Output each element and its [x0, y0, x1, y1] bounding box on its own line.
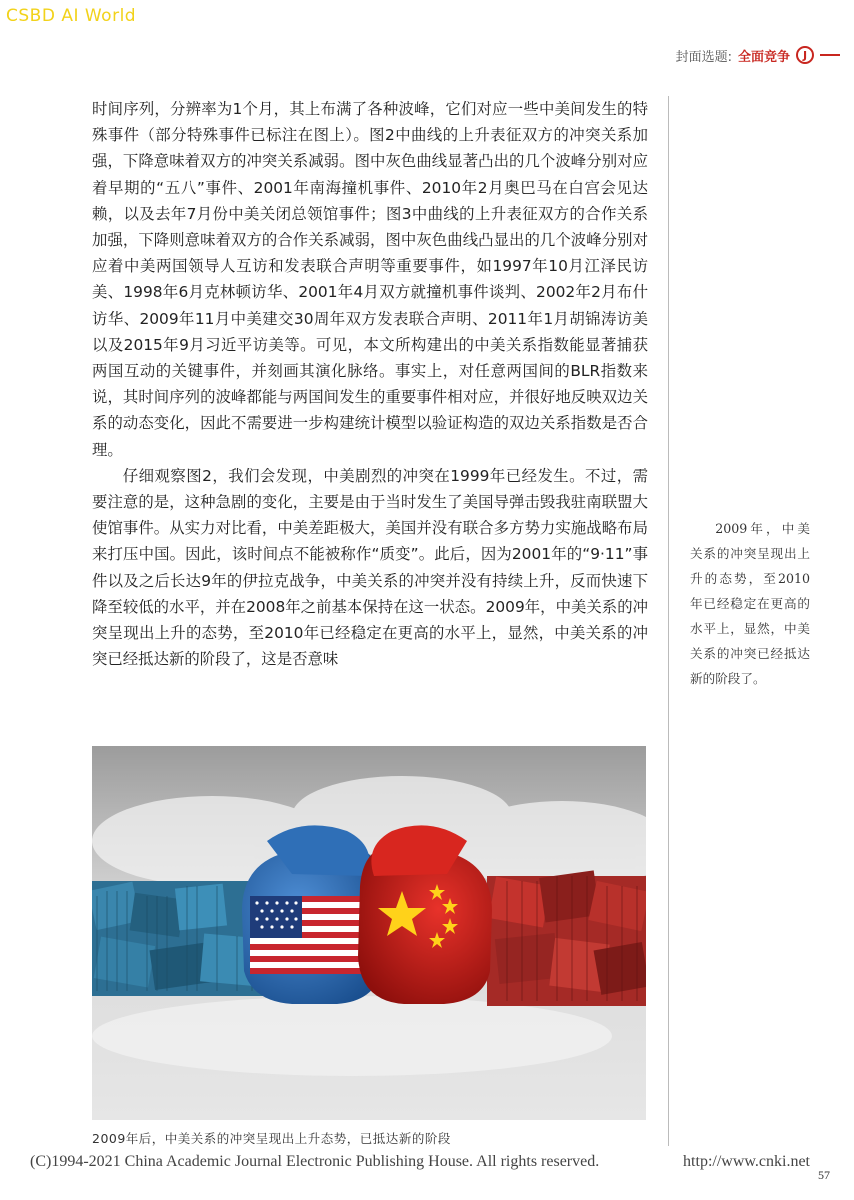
- header-topic: 全面竞争: [737, 49, 790, 65]
- copyright-notice: (C)1994-2021 China Academic Journal Electronic Publishing House. All rights reserved.: [30, 1153, 600, 1170]
- journal-logo-icon: [796, 46, 814, 64]
- running-header: [676, 44, 840, 66]
- footer: [30, 1153, 810, 1171]
- header-rule: [820, 54, 840, 56]
- shipping-containers-left: [92, 881, 267, 996]
- paragraph-1: 时间序列，分辨率为1个月，其上布满了各种波峰，它们对应一些中美间发生的特殊事件（部分特殊事件已标注在图上）。图2中曲线的上升表征双方的冲突关系加强，下降意味着双方的冲突关系减弱。图中灰色曲线显著凸出的几个波峰分别对应着早期的“五八”事件、2001年南海撞机事件、2010年2月奥巴马在白宫会见达赖，以及去年7月份中美关闭总领馆事件；图3中曲线的上升表征双方的合作关系加强，下降则意味着双方的合作关系减弱，图中灰色曲线凸显出的几个波峰分别对应着中美两国领导人互访和发表联合声明等重要事件，如1997年10月江泽民访美、1998年6月克林顿访华、2001年4月双方就撞机事件谈判、2002年2月布什访华、2009年11月中美建交30周年双方发表联合声明、2011年1月胡锦涛访美以及2015年9月习近平访美等。可见，本文所构建出的中美关系指数能显著捕获两国互动的关键事件，并刻画其演化脉络。事实上，对任意两国间的BLR指数来说，其时间序列的波峰都能与两国间发生的重要事件相对应，并很好地反映双边关系的动态变化，因此不需要进一步构建统计模型以验证构造的双边关系指数是否合理。: [92, 100, 648, 459]
- watermark: CSBD AI World: [6, 6, 137, 26]
- boxing-gloves-photo: [92, 746, 646, 1120]
- column-divider: [668, 96, 669, 1146]
- page-number: 57: [818, 1168, 830, 1182]
- header-section: 封面选题:: [675, 49, 732, 65]
- paragraph-2: 仔细观察图2，我们会发现，中美剧烈的冲突在1999年已经发生。不过，需要注意的是，这种急剧的变化，主要是由于当时发生了美国导弹击毁我驻南联盟大使馆事件。从实力对比看，中美差距极大，美国并没有联合多方势力实施战略布局来打压中国。因此，该时间点不能被称作“质变”。此后，因为2001年的“9·11”事件以及之后长达9年的伊拉克战争，中美关系的冲突并没有持续上升，反而快速下降至较低的水平，并在2008年之前基本保持在这一状态。2009年，中美关系的冲突呈现出上升的态势，至2010年已经稳定在更高的水平上，显然，中美关系的冲突已经抵达新的阶段了，这是否意味: [92, 466, 648, 669]
- figure-caption: 2009年后，中美关系的冲突呈现出上升态势，已抵达新的阶段: [92, 1131, 451, 1146]
- boxing-gloves-illustration: [92, 746, 646, 1120]
- pull-quote: 2009年，中美关系的冲突呈现出上升的态势，至2010年已经稳定在更高的水平上，显然，中美关系的冲突已经抵达新的阶段了。: [690, 521, 810, 686]
- body-text: [92, 96, 648, 672]
- journal-logo-letter: J: [802, 48, 808, 62]
- footer-url[interactable]: http://www.cnki.net: [683, 1153, 810, 1170]
- shipping-containers-right: [487, 870, 646, 1006]
